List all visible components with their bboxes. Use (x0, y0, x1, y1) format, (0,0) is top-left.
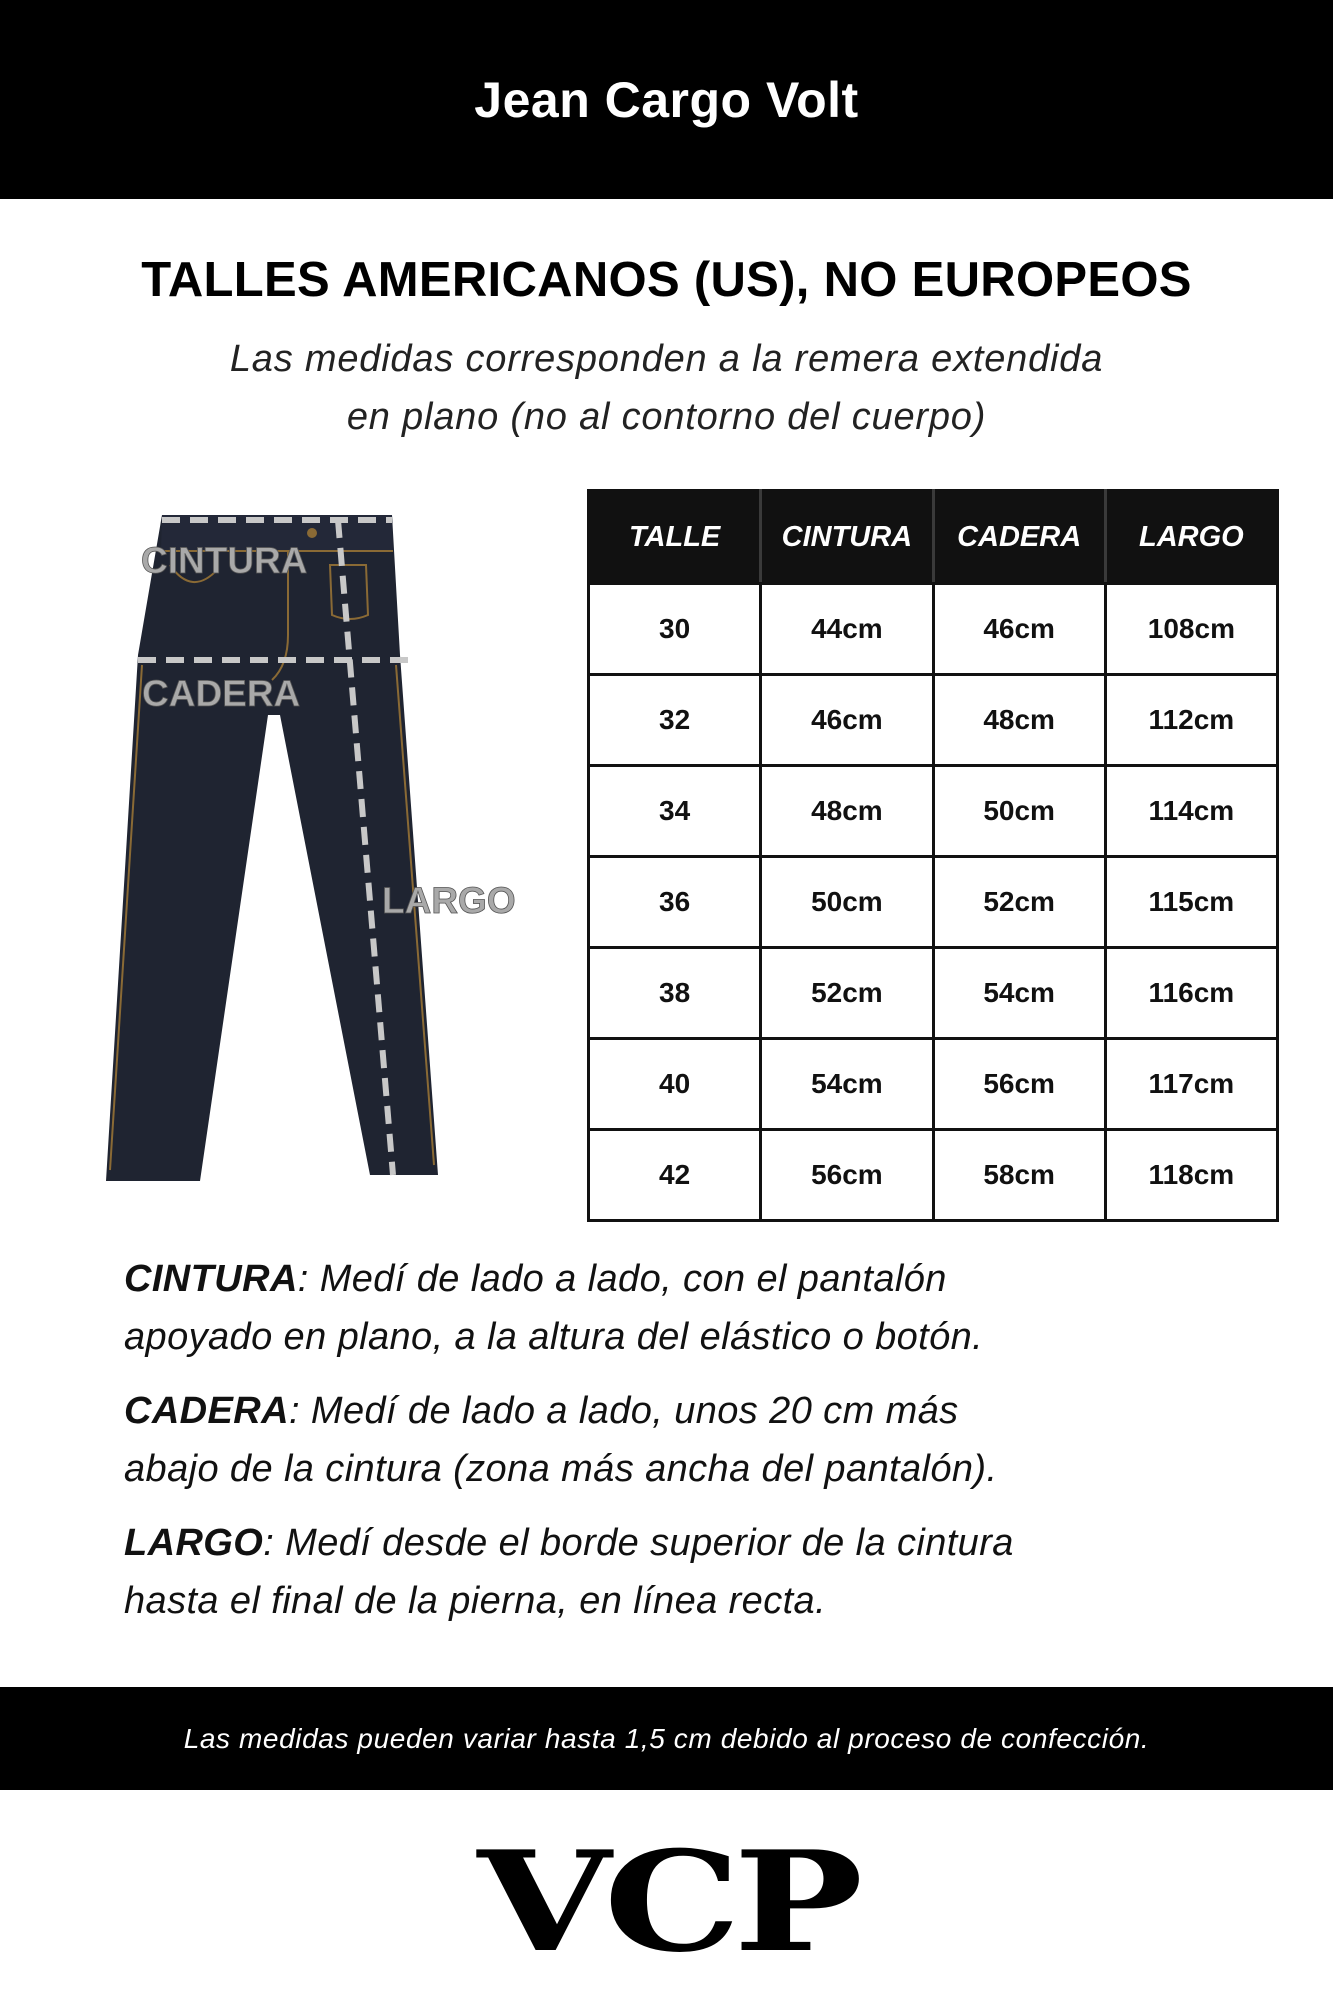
cell-largo: 114cm (1105, 766, 1277, 857)
cell-cintura: 52cm (761, 948, 933, 1039)
note-largo (124, 1514, 1254, 1630)
brand-logo: VCP (477, 1820, 856, 1983)
jeans-illustration (100, 505, 540, 1205)
page-heading: TALLES AMERICANOS (US), NO EUROPEOS (141, 253, 1192, 307)
cell-cintura: 44cm (761, 584, 933, 675)
cell-talle: 34 (589, 766, 761, 857)
cell-largo: 118cm (1105, 1130, 1277, 1221)
cell-talle: 38 (589, 948, 761, 1039)
note-text: abajo de la cintura (zona más ancha del pantalón). (124, 1448, 998, 1490)
jeans-silhouette (106, 515, 438, 1181)
cell-talle: 40 (589, 1039, 761, 1130)
cintura-label: CINTURA (141, 540, 308, 581)
note-cintura (124, 1250, 1254, 1366)
cell-cadera: 52cm (933, 857, 1105, 948)
measurement-notes (124, 1250, 1254, 1646)
note-text: hasta el final de la pierna, en línea recta. (124, 1580, 827, 1622)
table-row (589, 1039, 1278, 1130)
table-header-row (589, 491, 1278, 584)
cell-largo: 117cm (1105, 1039, 1277, 1130)
cell-cadera: 48cm (933, 675, 1105, 766)
table-row (589, 948, 1278, 1039)
cadera-label: CADERA (142, 673, 301, 714)
note-term: LARGO (124, 1522, 264, 1564)
cell-cintura: 46cm (761, 675, 933, 766)
table-row (589, 766, 1278, 857)
cell-largo: 116cm (1105, 948, 1277, 1039)
cell-cintura: 54cm (761, 1039, 933, 1130)
header-cadera: CADERA (933, 491, 1105, 584)
cell-cintura: 48cm (761, 766, 933, 857)
cell-cadera: 56cm (933, 1039, 1105, 1130)
cell-talle: 32 (589, 675, 761, 766)
cell-talle: 36 (589, 857, 761, 948)
table-row (589, 584, 1278, 675)
cell-cadera: 50cm (933, 766, 1105, 857)
table-row (589, 675, 1278, 766)
table-row (589, 857, 1278, 948)
size-table (587, 489, 1279, 1222)
product-title: Jean Cargo Volt (474, 71, 859, 128)
footer-disclaimer: Las medidas pueden variar hasta 1,5 cm debido al proceso de confección. (183, 1722, 1150, 1754)
note-term: CINTURA (124, 1258, 298, 1300)
jeans-button (307, 528, 317, 538)
cell-largo: 108cm (1105, 584, 1277, 675)
note-text: : Medí de lado a lado, unos 20 cm más (288, 1390, 959, 1432)
cell-largo: 112cm (1105, 675, 1277, 766)
cell-cadera: 54cm (933, 948, 1105, 1039)
footer-bar (0, 1687, 1333, 1790)
cell-cadera: 46cm (933, 584, 1105, 675)
note-text: apoyado en plano, a la altura del elástico o botón. (124, 1316, 984, 1358)
table-row (589, 1130, 1278, 1221)
header-bar (0, 0, 1333, 199)
header-cintura: CINTURA (761, 491, 933, 584)
note-text: : Medí de lado a lado, con el pantalón (297, 1258, 947, 1300)
cell-talle: 42 (589, 1130, 761, 1221)
header-talle: TALLE (589, 491, 761, 584)
subtitle-line-1: Las medidas corresponden a la remera extendida (229, 338, 1104, 380)
cell-talle: 30 (589, 584, 761, 675)
cell-cintura: 56cm (761, 1130, 933, 1221)
cell-largo: 115cm (1105, 857, 1277, 948)
largo-label: LARGO (382, 880, 516, 921)
note-text: : Medí desde el borde superior de la cintura (263, 1522, 1014, 1564)
note-cadera (124, 1382, 1254, 1498)
subtitle (0, 330, 1333, 446)
note-term: CADERA (124, 1390, 289, 1432)
cell-cintura: 50cm (761, 857, 933, 948)
jeans-measurement-diagram (100, 505, 540, 1205)
cell-cadera: 58cm (933, 1130, 1105, 1221)
subtitle-line-2: en plano (no al contorno del cuerpo) (346, 396, 987, 438)
header-largo: LARGO (1105, 491, 1277, 584)
